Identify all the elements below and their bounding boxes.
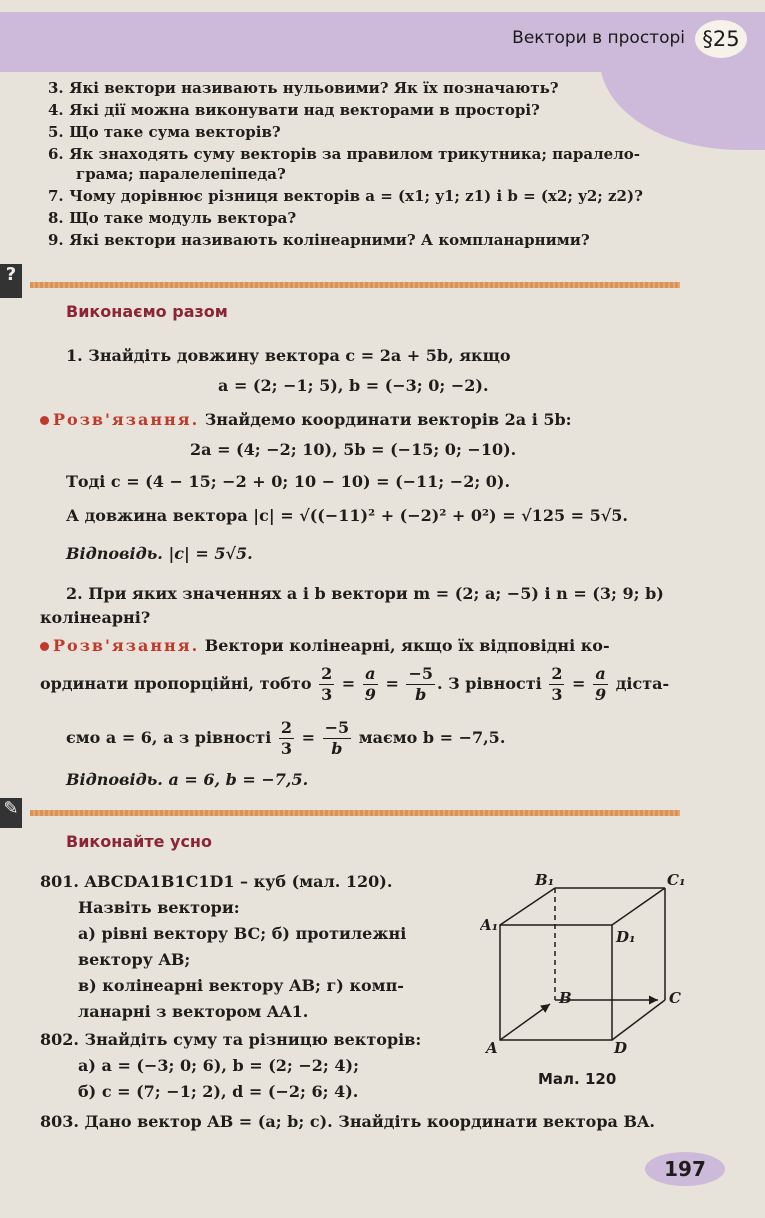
exercise-801-line: Назвіть вектори: (78, 898, 240, 917)
fraction: $\frac{2}{3}$ (551, 664, 563, 704)
solution-1-coords: 2a = (4; −2; 10), 5b = (−15; 0; −10). (190, 440, 517, 459)
exercise-801-line: ланарні з вектором AA1. (78, 1002, 309, 1021)
label-B1: B₁ (535, 871, 555, 889)
label-B: B (559, 989, 572, 1007)
bullet-icon (40, 642, 49, 651)
exercise-802-a: а) a = (−3; 0; 6), b = (2; −2; 4); (78, 1056, 359, 1075)
label-C: C (669, 989, 681, 1007)
bullet-icon (40, 416, 49, 425)
fraction: $\frac{-5}{b}$ (324, 718, 350, 758)
label-D1: D₁ (616, 928, 636, 946)
question-8: 8. Що таке модуль вектора? (48, 209, 297, 227)
solution-1: Розв'язання. Знайдемо координати векторів 2a і 5b: (40, 410, 572, 429)
problem-2: 2. При яких значеннях a і b вектори m = (2; a; −5) і n = (3; 9; b) (66, 584, 664, 603)
solution-2-proportion: ординати пропорційні, тобто $\frac{2}{3}$ = $\frac{a}{9}$ = $\frac{-5}{b}$ . З рівності $\frac{2}{3}$ = $\frac{a}{9}$ діста- (40, 664, 670, 704)
solution-2-result: ємо a = 6, а з рівності $\frac{2}{3}$ = $\frac{-5}{b}$ маємо b = −7,5. (66, 718, 506, 758)
label-C1: C₁ (667, 871, 686, 889)
page-number: 197 (645, 1152, 725, 1186)
exercise-803: 803. Дано вектор AB = (a; b; c). Знайдіть координати вектора BA. (40, 1112, 655, 1131)
exercise-802-b: б) c = (7; −1; 2), d = (−2; 6; 4). (78, 1082, 359, 1101)
exercise-801-line: в) колінеарні вектору AB; г) комп- (78, 976, 404, 995)
section-heading-together: Виконаємо разом (66, 302, 228, 321)
fraction: $\frac{2}{3}$ (321, 664, 333, 704)
section-heading-oral: Виконайте усно (66, 832, 212, 851)
label-D: D (614, 1039, 628, 1057)
solution-1-sum: Тоді c = (4 − 15; −2 + 0; 10 − 10) = (−11; −2; 0). (66, 472, 511, 491)
exercise-801-line: вектору AB; (78, 950, 191, 969)
question-6: 6. Як знаходять суму векторів за правилом трикутника; паралело- (48, 145, 640, 163)
side-marker-icon: ✎ (0, 798, 22, 828)
question-9: 9. Які вектори називають колінеарними? А компланарними? (48, 231, 590, 249)
figure-caption: Мал. 120 (538, 1070, 617, 1088)
question-4: 4. Які дії можна виконувати над векторами в просторі? (48, 101, 540, 119)
running-header: Вектори в просторі (512, 28, 685, 48)
question-6-cont: грама; паралелепіпеда? (76, 165, 286, 183)
answer-1: Відповідь. |c| = 5√5. (66, 544, 253, 563)
fraction: $\frac{2}{3}$ (280, 718, 293, 758)
question-3: 3. Які вектори називають нульовими? Як їх позначають? (48, 79, 559, 97)
problem-2-cont: колінеарні? (40, 608, 151, 627)
answer-2: Відповідь. a = 6, b = −7,5. (66, 770, 309, 789)
exercise-801: 801. ABCDA1B1C1D1 – куб (мал. 120). (40, 872, 393, 891)
label-A: A (486, 1039, 498, 1057)
solution-2: Розв'язання. Вектори колінеарні, якщо їх відповідні ко- (40, 636, 610, 655)
header-decoration (600, 60, 765, 150)
side-marker-icon: ? (0, 264, 22, 298)
cube-figure (480, 870, 695, 1070)
question-7: 7. Чому дорівнює різниця векторів a = (x1; y1; z1) і b = (x2; y2; z2)? (48, 187, 643, 205)
section-divider (30, 282, 680, 288)
problem-1: 1. Знайдіть довжину вектора c = 2a + 5b, якщо (66, 346, 511, 365)
fraction: $\frac{a}{9}$ (364, 664, 376, 704)
section-badge: §25 (695, 20, 747, 58)
exercise-802: 802. Знайдіть суму та різницю векторів: (40, 1030, 422, 1049)
exercise-801-line: а) рівні вектору BC; б) протилежні (78, 924, 407, 943)
solution-1-length: А довжина вектора |c| = √((−11)² + (−2)² + 0²) = √125 = 5√5. (66, 506, 628, 525)
fraction: $\frac{a}{9}$ (595, 664, 607, 704)
question-5: 5. Що таке сума векторів? (48, 123, 281, 141)
fraction: $\frac{-5}{b}$ (408, 664, 433, 704)
label-A1: A₁ (480, 916, 499, 934)
section-divider (30, 810, 680, 816)
problem-1-given: a = (2; −1; 5), b = (−3; 0; −2). (218, 376, 489, 395)
